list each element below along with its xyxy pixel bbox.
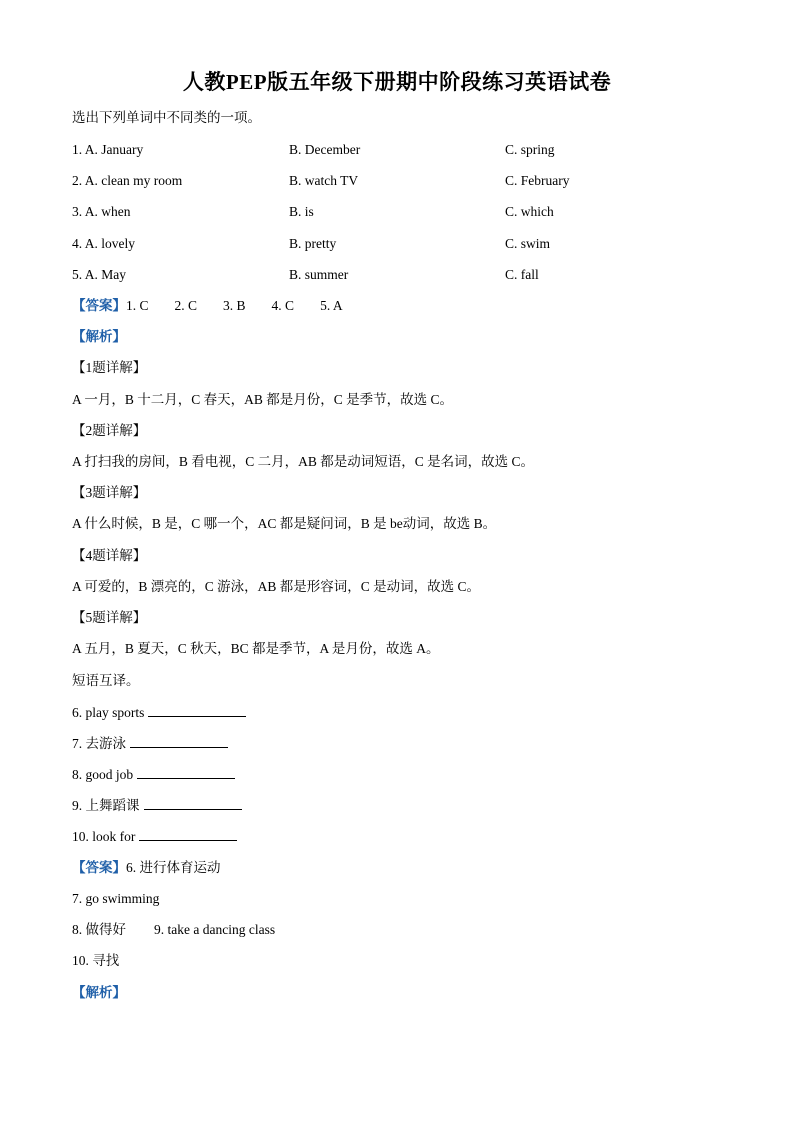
answer-item: 5. A: [320, 298, 343, 313]
answer-item: 2. C: [174, 298, 198, 313]
detail-heading-5: 【5题详解】: [72, 610, 147, 625]
answer-line-7: 7. go swimming: [72, 891, 160, 906]
answer-line-6: [72, 858, 221, 878]
answer-item: 1. C: [126, 298, 149, 313]
question-text: 7. 去游泳: [72, 736, 126, 751]
section1-instruction: 选出下列单词中不同类的一项。: [72, 110, 261, 125]
detail-text-4: A 可爱的，B 漂亮的，C 游泳，AB 都是形容词，C 是动词，故选 C。: [72, 579, 481, 594]
option-b: B. summer: [289, 267, 349, 282]
detail-text-5: A 五月，B 夏天，C 秋天，BC 都是季节，A 是月份，故选 A。: [72, 641, 440, 656]
option-c: C. which: [505, 204, 554, 219]
analysis-tag: 【解析】: [72, 329, 126, 344]
option-a: 1. A. January: [72, 142, 144, 157]
answer-blank[interactable]: [130, 733, 228, 748]
option-c: C. swim: [505, 236, 551, 251]
detail-heading-3: 【3题详解】: [72, 485, 147, 500]
question-text: 9. 上舞蹈课: [72, 798, 140, 813]
translate-question-8: [72, 764, 235, 785]
answer-item: 4. C: [271, 298, 295, 313]
question-text: 6. play sports: [72, 705, 145, 720]
detail-text-1: A 一月，B 十二月，C 春天，AB 都是月份，C 是季节，故选 C。: [72, 392, 454, 407]
answer-line-10: 10. 寻找: [72, 953, 120, 968]
question-text: 8. good job: [72, 767, 134, 782]
translate-question-7: [72, 733, 228, 754]
detail-heading-2: 【2题详解】: [72, 423, 147, 438]
answer-line-section1: [72, 296, 369, 316]
answer-item: 3. B: [223, 298, 246, 313]
question-text: 10. look for: [72, 829, 136, 844]
answer-text: 8. 做得好: [72, 922, 126, 937]
option-a: 3. A. when: [72, 204, 131, 219]
answer-blank[interactable]: [148, 702, 246, 717]
option-c: C. fall: [505, 267, 539, 282]
answer-tag: 【答案】: [72, 298, 126, 313]
option-b: B. is: [289, 204, 314, 219]
answer-blank[interactable]: [137, 764, 235, 779]
option-b: B. watch TV: [289, 173, 359, 188]
translate-question-10: [72, 826, 237, 847]
detail-text-2: A 打扫我的房间，B 看电视，C 二月，AB 都是动词短语，C 是名词，故选 C。: [72, 454, 535, 469]
analysis-tag: 【解析】: [72, 985, 126, 1000]
translate-question-6: [72, 702, 246, 723]
option-a: 4. A. lovely: [72, 236, 135, 251]
detail-text-3: A 什么时候，B 是，C 哪一个，AC 都是疑问词，B 是 be动词，故选 B。: [72, 516, 497, 531]
answer-blank[interactable]: [144, 795, 242, 810]
page-title: 人教PEP版五年级下册期中阶段练习英语试卷: [182, 70, 612, 94]
answer-text: 6. 进行体育运动: [126, 860, 221, 875]
detail-heading-1: 【1题详解】: [72, 360, 147, 375]
answer-text: 9. take a dancing class: [154, 922, 276, 937]
answer-line-8-9: [72, 920, 275, 940]
option-a: 2. A. clean my room: [72, 173, 183, 188]
detail-heading-4: 【4题详解】: [72, 548, 147, 563]
option-c: C. February: [505, 173, 570, 188]
option-c: C. spring: [505, 142, 555, 157]
option-b: B. pretty: [289, 236, 337, 251]
option-a: 5. A. May: [72, 267, 126, 282]
section2-instruction: 短语互译。: [72, 673, 140, 688]
option-b: B. December: [289, 142, 361, 157]
translate-question-9: [72, 795, 242, 816]
answer-tag: 【答案】: [72, 860, 126, 875]
answer-blank[interactable]: [139, 826, 237, 841]
